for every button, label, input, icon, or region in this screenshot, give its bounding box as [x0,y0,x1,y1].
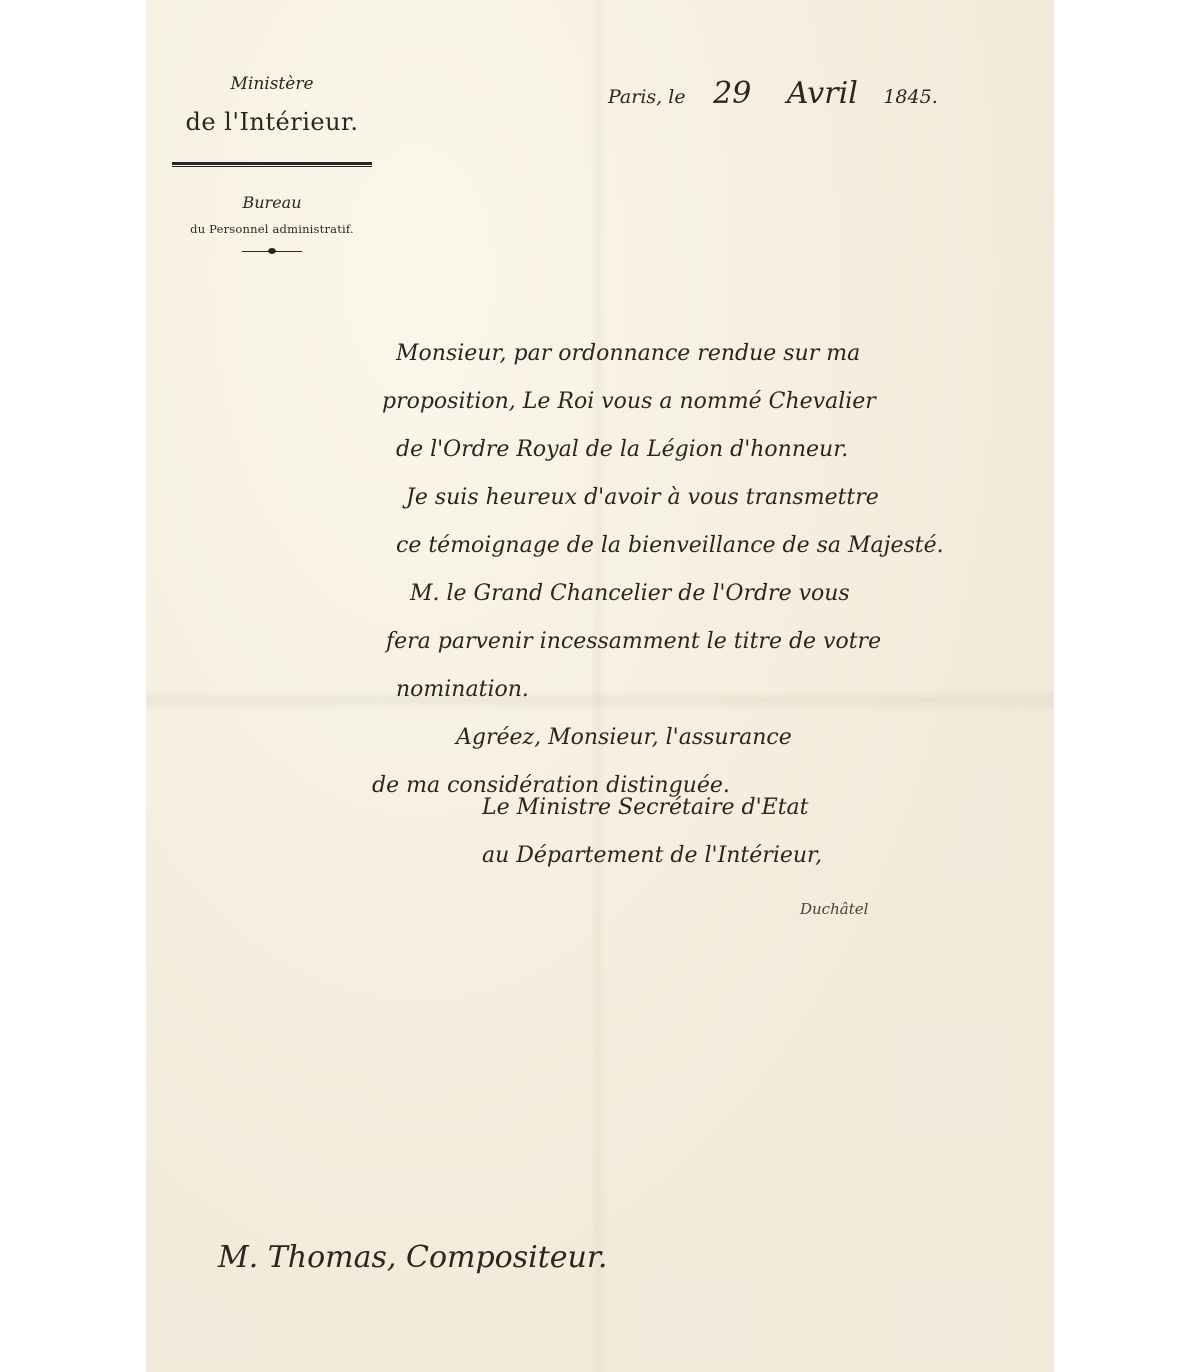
body-line: fera parvenir incessamment le titre de votre [386,629,882,654]
body-line: Monsieur, par ordonnance rendue sur ma [396,341,861,366]
letterhead-ministere: Ministère [230,74,314,94]
body-line: proposition, Le Roi vous a nommé Chevalier [382,389,876,414]
date-day: 29 [713,76,752,111]
letterhead-interieur: de l'Intérieur. [185,108,359,136]
signature-paraphe: Duchâtel [800,900,869,918]
date-line [608,76,938,111]
body-line: nomination. [396,677,529,702]
body-line: M. le Grand Chancelier de l'Ordre vous [410,581,850,606]
body-line: ce témoignage de la bienveillance de sa Majesté. [396,533,944,558]
letterhead-bureau: Bureau [242,193,302,212]
letterhead [172,70,372,256]
letterhead-personnel: du Personnel administratif. [190,222,354,236]
ornament-divider [242,248,302,256]
date-place: Paris, le [608,86,686,108]
body-line: de ma considération distinguée. [372,773,730,798]
date-month: Avril [786,76,858,111]
recipient-address: M. Thomas, Compositeur. [218,1240,608,1275]
date-year: 1845. [883,86,938,108]
body-line: Agréez, Monsieur, l'assurance [456,725,792,750]
signature-line-1: Le Ministre Secrétaire d'Etat [482,795,809,820]
letter-body [372,330,944,810]
signature-line-2: au Département de l'Intérieur, [482,843,823,868]
body-line: Je suis heureux d'avoir à vous transmettre [406,485,879,510]
body-line: de l'Ordre Royal de la Légion d'honneur. [396,437,849,462]
letterhead-rule [172,162,372,167]
signature-block [482,784,822,880]
